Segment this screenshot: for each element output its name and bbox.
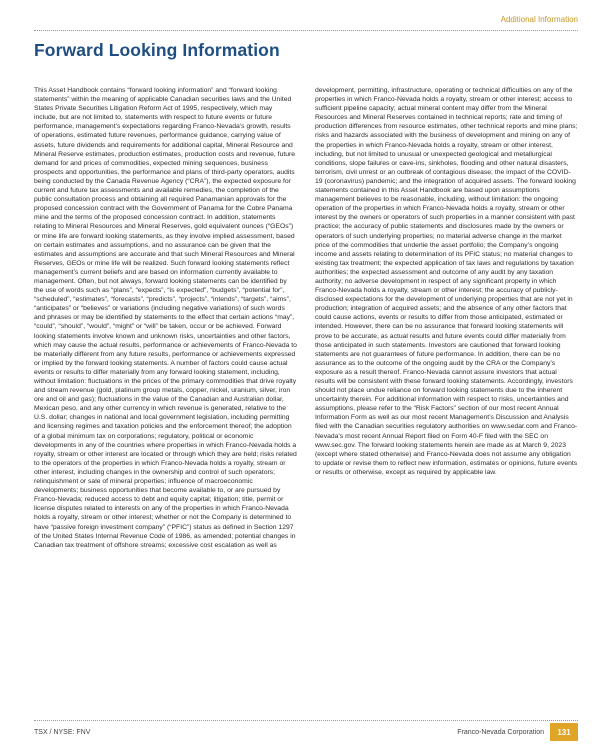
body-paragraph: This Asset Handbook contains “forward looking information” and “forward looking statements” within the meaning of applicable Canadian securities laws and the United States Private Securities Litigation Reform Act of 1995, respectively, which may include, but are not limited to, statements with respect to future events or future performance, management’s expectations regarding Franco-Nevada’s growth, results of operations, estimated future revenues, performance guidance, carrying value of assets, future dividends and requirements for additional capital, Mineral Resource and Mineral Reserve estimates, production estimates, production costs and revenue, future demand for and prices of commodities, expected mining sequences, business prospects and opportunities, the performance and plans of third-party operators, audits being conducted by the Canada Revenue Agency (“CRA”), the expected exposure for current and future tax assessments and available remedies, the completion of the public consultation process and obtaining all required Panamanian approvals for the proposed concession contract with the Government of Panama for the Cobre Panama mine and the terms of the proposed concession contract. In addition, statements relating to Mineral Resources and Mineral Reserves, gold equivalent ounces (“GEOs”) or mine life are forward looking statements, as they involve implied assessment, based on certain estimates and assumptions, and no assurance can be given that the estimates and assumptions are accurate and that such Mineral Resources and Mineral Reserves, GEOs or mine life will be realized. Such forward looking statements reflect management’s current beliefs and are based on information currently available to management. Often, but not always, forward looking statements can be identified by the use of words such as “plans”, “expects”, “is expected”, “budgets”, “potential for”, “scheduled”, “estimates”, “forecasts”, “predicts”, “projects”, “intends”, “targets”, “aims”, “anticipates” or “believes” or variations (including negative variations) of such words and phrases or may be identified by statements to the effect that certain actions “may”, “could”, “should”, “would”, “might” or “will” be taken, occur or be achieved. Forward looking statements involve known and unknown risks, uncertainties and other factors, which may cause the actual results, performance or achievements of Franco-Nevada to be materially different from any future results, performance or achievements expressed or implied by the forward looking statements. A number of factors could cause actual events or results to differ materially from any forward looking statement, including, without limitation: fluctuations in the prices of the primary commodities that drive royalty and stream revenue (gold, platinum group metals, copper, nickel, uranium, silver, iron ore and oil and gas); fluctuations in the value of the Canadian and Australian dollar, Mexican peso, and any other currency in which revenue is generated, relative to the U.S. dollar; changes in national and local government legislation, including permitting and licensing regimes and taxation policies and the enforcement thereof; the adoption of a global minimum tax on corporations; regulatory, political or economic developments in any of the countries where properties in which Franco-Nevada holds a royalty, stream or other interest are located or through which they are held; risks related to the operators of the properties in which Franco-Nevada holds a royalty, stream or other interest, including changes in the ownership and control of such operators; relinquishment or sale of mineral properties; influence of macroeconomic developments; business opportunities that become available to, or are pursued by Franco-Nevada; reduced access to debt and equity capital; litigation; title, permit or license disputes related to interests on any of the properties in which Franco-Nevada holds a royalty, stream or other interest; whether or not the Company is determined to have “passive foreign investment company” (“PFIC”) status as defined in Section 1297 of the United States Internal Revenue Code of 1986, as amended; potential changes in Canadian tax treatment of offshore streams; excessive cost escalation as well as development, permitting, infrastructure, operating or technical difficulties on any of the properties in which Franco-Nevada holds a royalty, stream or other interest; access to sufficient pipeline capacity; actual mineral content may differ from the Mineral Resources and Mineral Reserves contained in technical reports; rate and timing of production differences from resource estimates, other technical reports and mine plans; risks and hazards associated with the business of development and mining on any of the properties in which Franco-Nevada holds a royalty, stream or other interest, including, but not limited to unusual or unexpected geological and metallurgical conditions, slope failures or cave-ins, sinkholes, flooding and other natural disasters, terrorism, civil unrest or an outbreak of contagious disease; the impact of the COVID-19 (coronavirus) pandemic; and the integration of acquired assets. The forward looking statements contained in this Asset Handbook are based upon assumptions management believes to be reasonable, including, without limitation: the ongoing operation of the properties in which Franco-Nevada holds a royalty, stream or other interest by the owners or operators of such properties in a manner consistent with past practice; the accuracy of public statements and disclosures made by the owners or operators of such underlying properties; no material adverse change in the market price of the commodities that underlie the asset portfolio; the Company’s ongoing income and assets relating to determination of its PFIC status; no material changes to existing tax treatment; the expected application of tax laws and regulations by taxation authorities; the expected assessment and outcome of any audit by any taxation authority; no adverse development in respect of any significant property in which Franco-Nevada holds a royalty, stream or other interest; the accuracy of publicly-disclosed expectations for the development of underlying properties that are not yet in production; integration of acquired assets; and the absence of any other factors that could cause actions, events or results to differ from those anticipated, estimated or intended. However, there can be no assurance that forward looking statements will prove to be accurate, as actual results and future events could differ materially from those anticipated in such statements. Investors are cautioned that forward looking statements are not guarantees of future performance. In addition, there can be no assurance as to the outcome of the ongoing audit by the CRA or the Company’s exposure as a result thereof. Franco-Nevada cannot assure investors that actual results will be consistent with these forward looking statements. Accordingly, investors should not place undue reliance on forward looking statements due to the inherent uncertainty therein. For additional information with respect to risks, uncertainties and assumptions, please refer to the “Risk Factors” section of our most recent Annual Information Form as well as our most recent Management’s Discussion and Analysis filed with the Canadian securities regulatory authorities on www.sedar.com and Franco-Nevada’s most recent Annual Report filed on Form 40-F filed with the SEC on www.sec.gov. The forward looking statements herein are made as at March 9, 2023 (except where stated otherwise) and Franco-Nevada does not assume any obligation to update or revise them to reflect new information, estimates or opinions, future events or results or otherwise, except as required by applicable law. bbox=[34, 87, 578, 549]
body-text bbox=[34, 86, 578, 554]
section-label: Additional Information bbox=[500, 15, 578, 24]
footer-ticker: TSX / NYSE: FNV bbox=[34, 729, 91, 736]
footer-company: Franco-Nevada Corporation bbox=[457, 729, 544, 736]
footer-divider bbox=[34, 720, 578, 721]
page-number-badge: 131 bbox=[550, 723, 578, 741]
page-title: Forward Looking Information bbox=[34, 40, 280, 60]
header-divider bbox=[34, 30, 578, 31]
